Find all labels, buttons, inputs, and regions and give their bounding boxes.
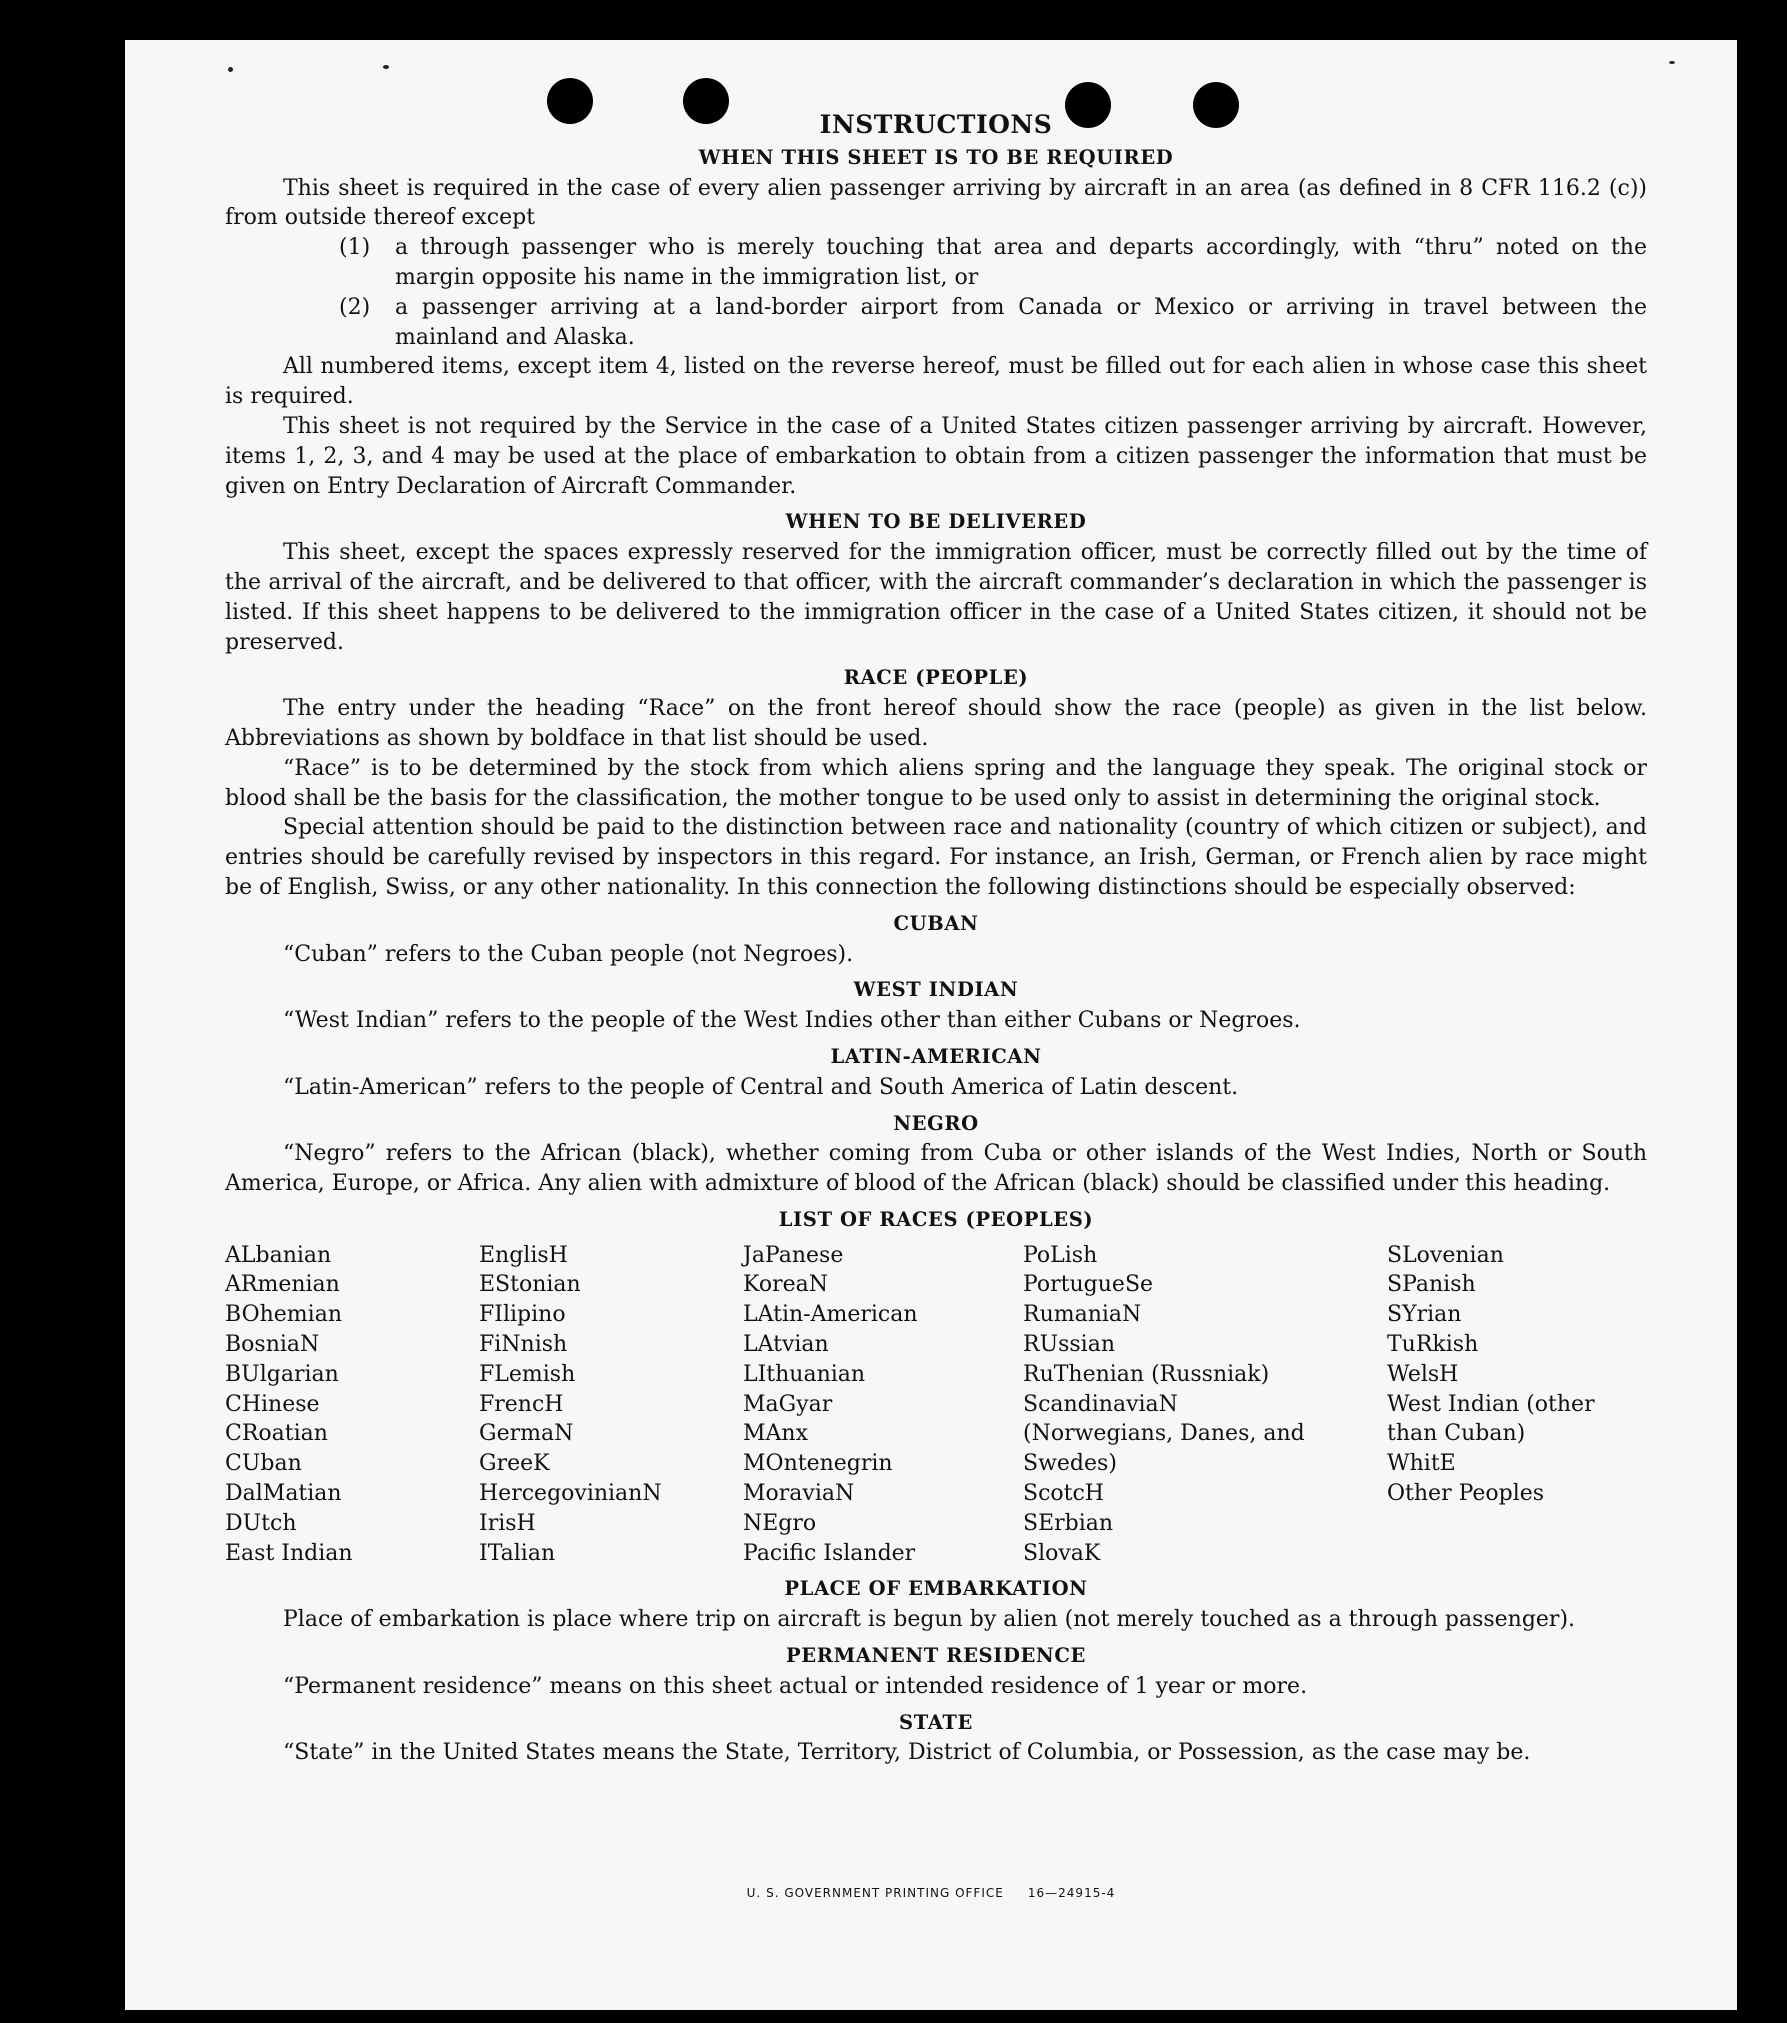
race-item: EStonian	[479, 1272, 581, 1298]
paragraph: “Permanent residence” means on this sheet actual or intended residence of 1 year or more.	[283, 1673, 1308, 1699]
paragraph: All numbered items, except item 4, listed on the reverse hereof, must be filled out for each alien in whose case this sheet is required.	[225, 354, 1647, 410]
section-heading: WEST INDIAN	[853, 978, 1019, 1002]
item-text: a passenger arriving at a land-border airport from Canada or Mexico or arriving in travel between the mainland and Alaska.	[395, 294, 1647, 350]
race-item: ARmenian	[225, 1272, 340, 1298]
speck	[383, 65, 389, 69]
paragraph: This sheet is required in the case of every alien passenger arriving by aircraft in an area (as defined in 8 CFR 116.2 (c)) from outside thereof except	[225, 175, 1647, 231]
paragraph: “State” in the United States means the State, Territory, District of Columbia, or Possession, as the case may be.	[283, 1740, 1531, 1766]
race-item: ALbanian	[225, 1242, 332, 1268]
race-item: SlovaK	[1023, 1540, 1101, 1566]
race-item: WhitE	[1387, 1451, 1456, 1477]
speck	[228, 67, 233, 72]
race-item: TuRkish	[1387, 1332, 1479, 1358]
race-item: GermaN	[479, 1421, 574, 1447]
race-item: FiNnish	[479, 1332, 568, 1358]
paragraph: This sheet, except the spaces expressly reserved for the immigration officer, must be correctly filled out by the time of the arrival of the aircraft, and be delivered to that officer, with the aircraft commander’s declaration in which the passenger is listed. If this sheet happens to be delivered to the immigration officer in the case of a United States citizen, it should not be preserved.	[225, 540, 1647, 655]
speck	[1669, 61, 1675, 64]
section-heading: RACE (PEOPLE)	[843, 666, 1029, 690]
race-item: DUtch	[225, 1510, 297, 1536]
race-item: NEgro	[743, 1510, 817, 1536]
race-item: CRoatian	[225, 1421, 328, 1447]
race-item: BosniaN	[225, 1332, 320, 1358]
race-item: BUlgarian	[225, 1361, 339, 1387]
race-item: CUban	[225, 1451, 302, 1477]
race-item: East Indian	[225, 1540, 353, 1566]
race-item: RuThenian (Russniak)	[1023, 1361, 1270, 1387]
race-item: GreeK	[479, 1451, 550, 1477]
race-item: SErbian	[1023, 1510, 1114, 1536]
race-item: DalMatian	[225, 1481, 342, 1507]
section-heading: PLACE OF EMBARKATION	[784, 1577, 1088, 1601]
race-item: LIthuanian	[743, 1361, 866, 1387]
printer-imprint: U. S. GOVERNMENT PRINTING OFFICE 16—24915-4	[746, 1886, 1116, 1900]
race-column	[1387, 1241, 1647, 1569]
race-column	[479, 1241, 743, 1569]
paragraph: “Cuban” refers to the Cuban people (not Negroes).	[283, 941, 854, 967]
section-heading: WHEN THIS SHEET IS TO BE REQUIRED	[698, 145, 1174, 169]
section-heading: NEGRO	[893, 1111, 979, 1135]
section-heading: WHEN TO BE DELIVERED	[785, 510, 1087, 534]
race-item: EnglisH	[479, 1242, 568, 1268]
race-item: Pacific Islander	[743, 1540, 916, 1566]
item-number: (2)	[339, 294, 371, 320]
race-item: LAtin-American	[743, 1302, 918, 1328]
race-item: WelsH	[1387, 1361, 1459, 1387]
race-item: SPanish	[1387, 1272, 1476, 1298]
section-heading: STATE	[899, 1710, 973, 1734]
paragraph: Place of embarkation is place where trip on aircraft is begun by alien (not merely touched as a through passenger).	[283, 1607, 1576, 1633]
race-item: CHinese	[225, 1391, 320, 1417]
section-heading: CUBAN	[893, 911, 979, 935]
race-item: BOhemian	[225, 1302, 342, 1328]
race-item: FIlipino	[479, 1302, 566, 1328]
race-item: MoraviaN	[743, 1481, 855, 1507]
race-item: LAtvian	[743, 1332, 829, 1358]
list-item	[339, 293, 1647, 353]
item-number: (1)	[339, 235, 371, 261]
section-heading: PERMANENT RESIDENCE	[786, 1644, 1086, 1668]
race-item: West Indian (other than Cuban)	[1387, 1391, 1595, 1447]
race-item: IrisH	[479, 1510, 536, 1536]
paragraph: “West Indian” refers to the people of the West Indies other than either Cubans or Negroes.	[283, 1008, 1301, 1034]
race-item: SYrian	[1387, 1302, 1462, 1328]
paragraph: The entry under the heading “Race” on the front hereof should show the race (people) as given in the list below. Abbreviations as shown by boldface in that list should be used.	[225, 696, 1647, 751]
race-item: MAnx	[743, 1421, 808, 1447]
race-item: PoLish	[1023, 1242, 1098, 1268]
race-item: MaGyar	[743, 1391, 833, 1417]
race-list	[225, 1241, 1647, 1569]
document-page	[125, 40, 1737, 2010]
item-text: a through passenger who is merely touching that area and departs accordingly, with “thru” noted on the margin opposite his name in the immigration list, or	[395, 235, 1647, 290]
race-item: RUssian	[1023, 1332, 1116, 1358]
race-item: HercegovinianN	[479, 1481, 662, 1507]
race-item: JaPanese	[743, 1242, 844, 1268]
paragraph: Special attention should be paid to the distinction between race and nationality (country of which citizen or subject), and entries should be carefully revised by inspectors in this regard. For instance, an Irish, German, or French alien by race might be of English, Swiss, or any other nationality. In this connection the following distinctions should be especially observed:	[225, 815, 1647, 900]
race-item: FrencH	[479, 1391, 564, 1417]
race-item: SLovenian	[1387, 1242, 1504, 1268]
race-item: PortugueSe	[1023, 1272, 1154, 1298]
race-column	[1023, 1241, 1387, 1569]
race-item: RumaniaN	[1023, 1302, 1142, 1328]
race-item: ITalian	[479, 1540, 556, 1566]
list-item	[339, 233, 1647, 293]
section-heading: LIST OF RACES (PEOPLES)	[778, 1207, 1094, 1231]
paragraph: “Negro” refers to the African (black), whether coming from Cuba or other islands of the West Indies, North or South America, Europe, or Africa. Any alien with admixture of blood of the African (black) should be classified under this heading.	[225, 1141, 1647, 1197]
page-title: INSTRUCTIONS	[819, 110, 1053, 139]
paragraph: This sheet is not required by the Service in the case of a United States citizen passenger arriving by aircraft. However, items 1, 2, 3, and 4 may be used at the place of embarkation to obtain from a citizen passenger the information that must be given on Entry Declaration of Aircraft Commander.	[225, 413, 1647, 499]
race-item: Other Peoples	[1387, 1481, 1545, 1507]
race-item: ScotcH	[1023, 1481, 1104, 1507]
paragraph: “Race” is to be determined by the stock from which aliens spring and the language they speak. The original stock or blood shall be the basis for the classification, the mother tongue to be used only to assist in determining the original stock.	[225, 755, 1647, 811]
race-item: MOntenegrin	[743, 1451, 893, 1477]
race-item: FLemish	[479, 1361, 576, 1387]
race-column	[743, 1241, 1023, 1569]
race-column	[225, 1241, 479, 1569]
race-item: ScandinaviaN (Norwegians, Danes, and Swedes)	[1023, 1391, 1305, 1477]
section-heading: LATIN-AMERICAN	[830, 1044, 1042, 1068]
instructions-body	[225, 110, 1647, 1768]
race-item: KoreaN	[743, 1272, 828, 1298]
paragraph: “Latin-American” refers to the people of Central and South America of Latin descent.	[283, 1074, 1239, 1100]
